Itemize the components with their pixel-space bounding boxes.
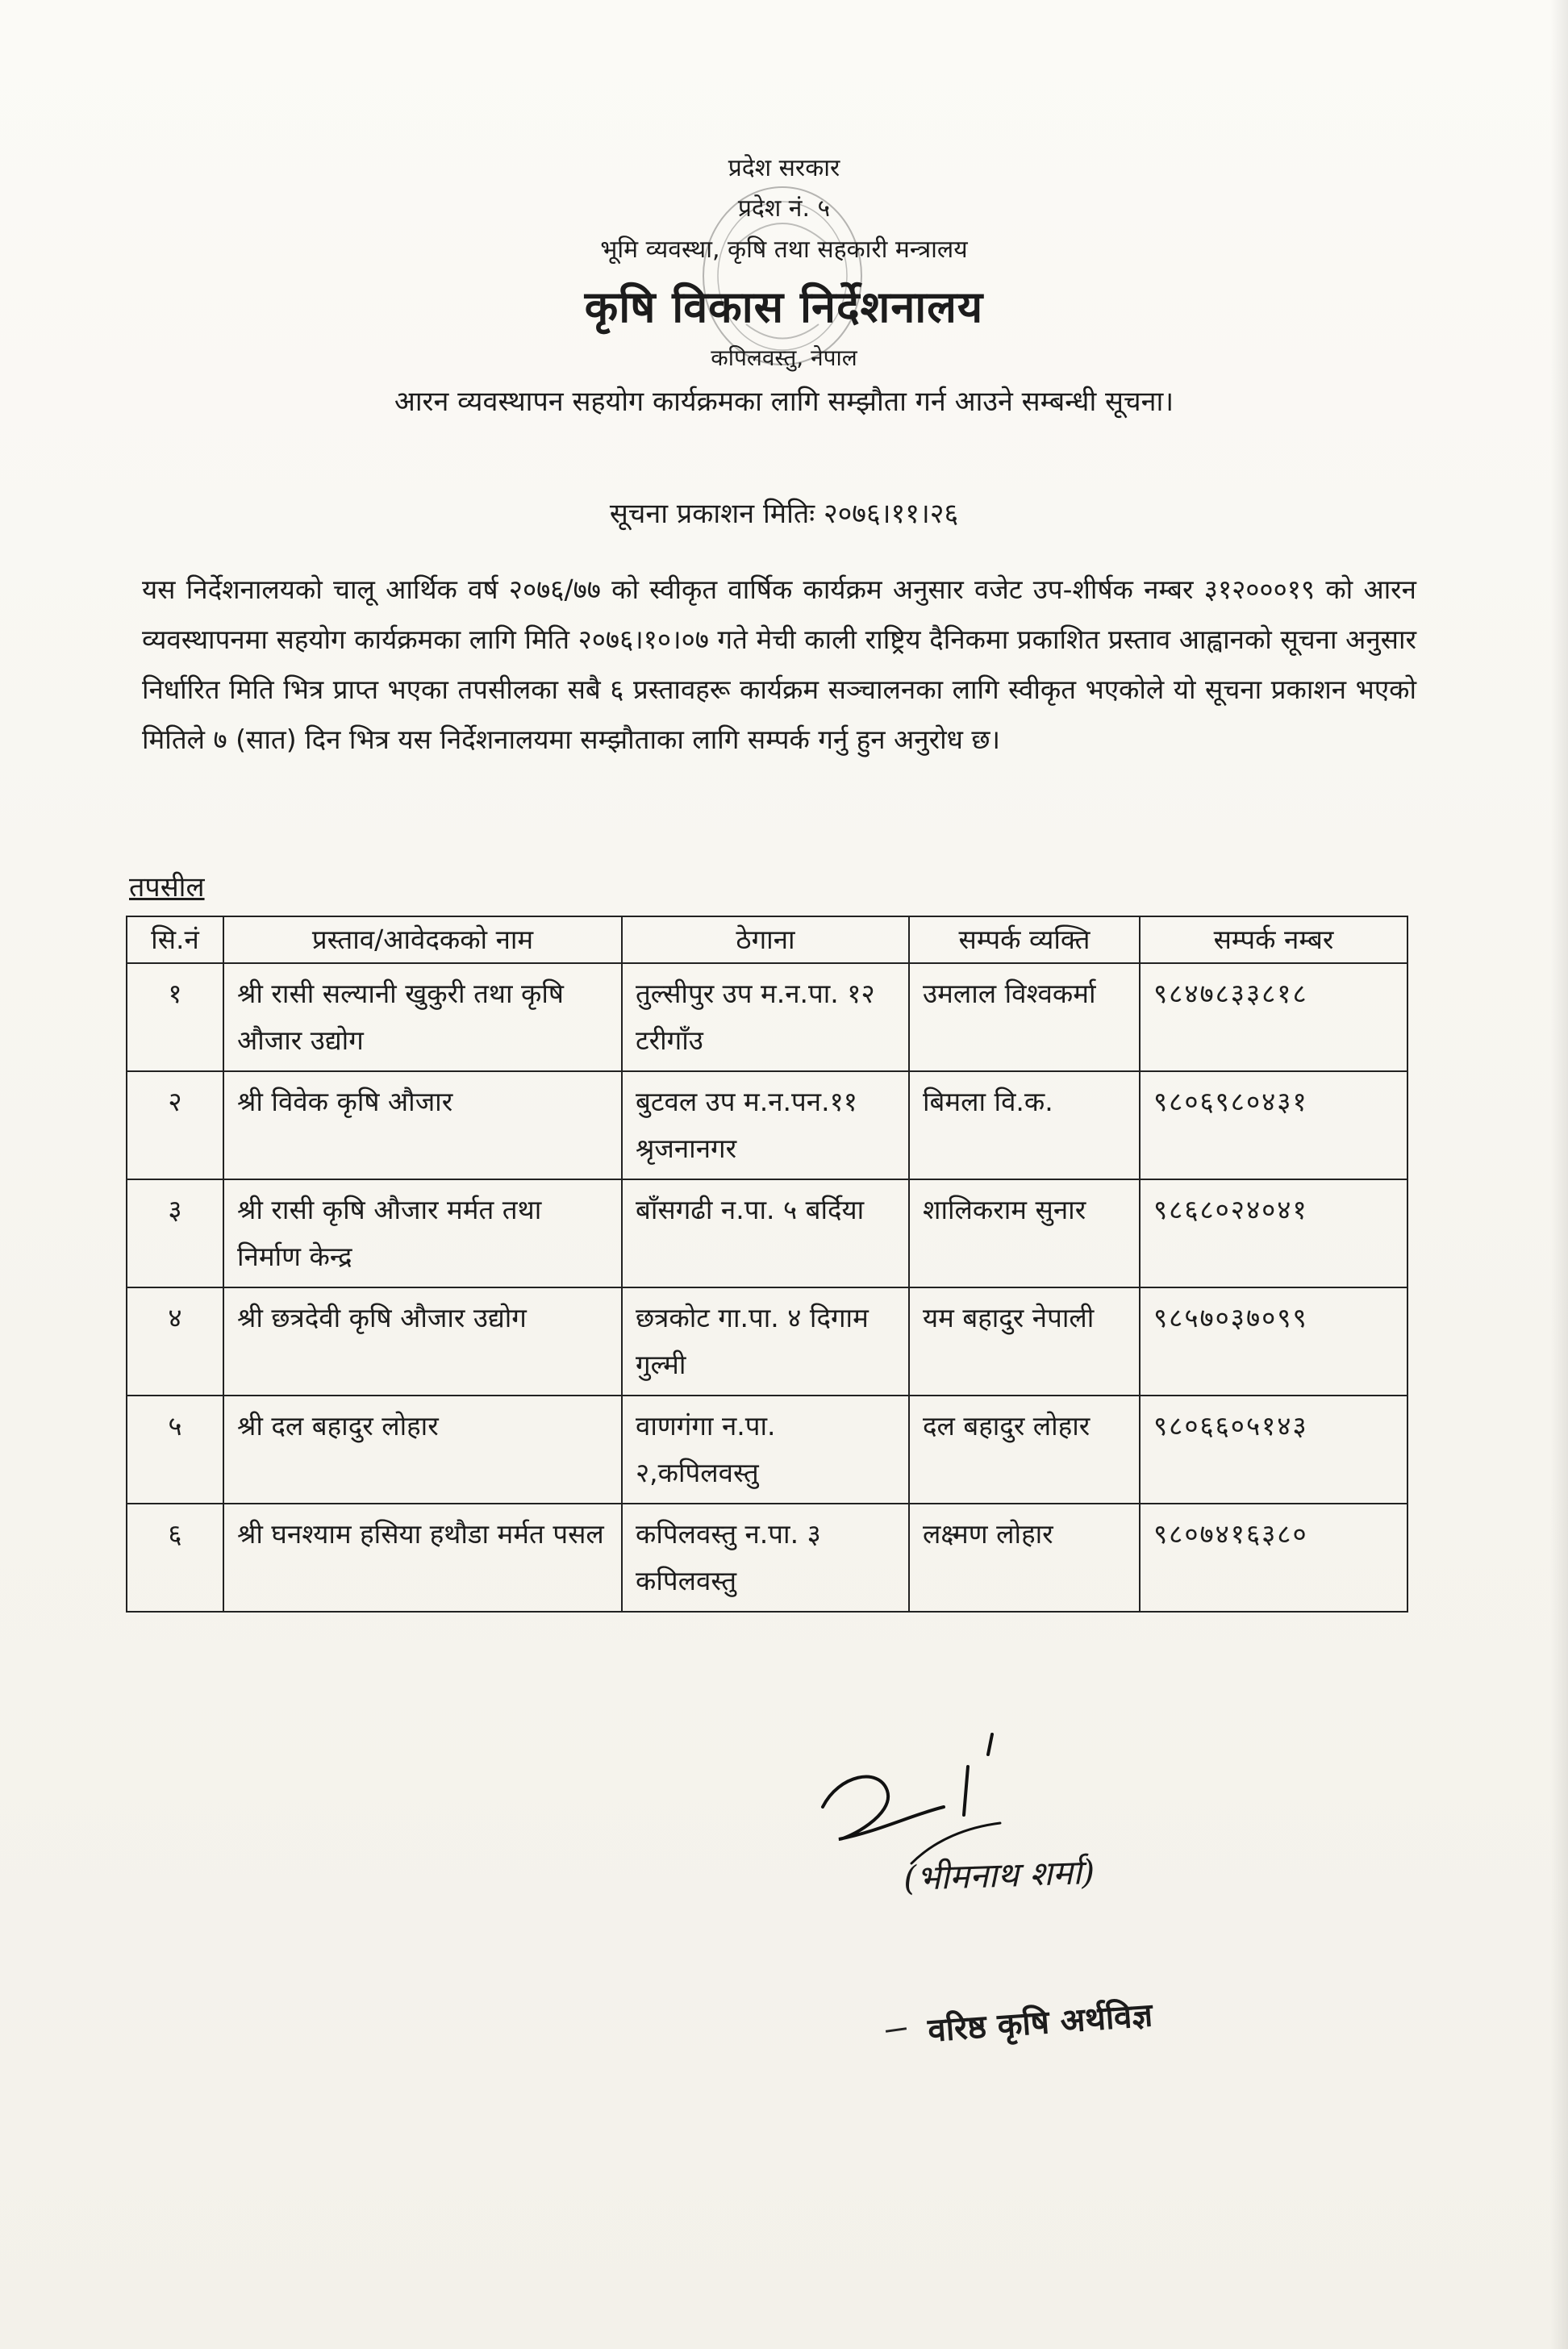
signatory-designation: वरिष्ठ कृषि अर्थविज्ञ <box>926 1996 1154 2050</box>
cell-phone: ९८०६६०५१४३ <box>1140 1396 1407 1504</box>
cell-sn: १ <box>127 963 223 1071</box>
letterhead <box>0 153 1568 419</box>
cell-contact: लक्ष्मण लोहार <box>909 1504 1140 1612</box>
cell-contact: उमलाल विश्वकर्मा <box>909 963 1140 1071</box>
office-name: कृषि विकास निर्देशनालय <box>584 281 984 332</box>
col-header-name: प्रस्ताव/आवेदकको नाम <box>223 916 622 963</box>
cell-sn: ४ <box>127 1287 223 1396</box>
cell-phone: ९८६८०२४०४१ <box>1140 1179 1407 1287</box>
col-header-phone: सम्पर्क नम्बर <box>1140 916 1407 963</box>
cell-name: श्री विवेक कृषि औजार <box>223 1071 622 1179</box>
cell-phone: ९८५७०३७०९९ <box>1140 1287 1407 1396</box>
cell-address: वाणगंगा न.पा. २,कपिलवस्तु <box>622 1396 909 1504</box>
cell-address: कपिलवस्तु न.पा. ३ कपिलवस्तु <box>622 1504 909 1612</box>
cell-contact: बिमला वि.क. <box>909 1071 1140 1179</box>
ministry-line: भूमि व्यवस्था, कृषि तथा सहकारी मन्त्रालय <box>600 236 968 264</box>
table-row <box>127 963 1407 1071</box>
cell-contact: दल बहादुर लोहार <box>909 1396 1140 1504</box>
cell-name: श्री दल बहादुर लोहार <box>223 1396 622 1504</box>
cell-address: बुटवल उप म.न.पन.११ श्रृजनानगर <box>622 1071 909 1179</box>
cell-address: छत्रकोट गा.पा. ४ दिगाम गुल्मी <box>622 1287 909 1396</box>
table-row <box>127 1396 1407 1504</box>
notice-subject: आरन व्यवस्थापन सहयोग कार्यक्रमका लागि सम्झौता गर्न आउने सम्बन्धी सूचना। <box>394 386 1174 418</box>
cell-name: श्री रासी कृषि औजार मर्मत तथा निर्माण केन्द्र <box>223 1179 622 1287</box>
table-row <box>127 1504 1407 1612</box>
cell-sn: ६ <box>127 1504 223 1612</box>
cell-phone: ९८०६९८०४३१ <box>1140 1071 1407 1179</box>
col-header-contact: सम्पर्क व्यक्ति <box>909 916 1140 963</box>
cell-phone: ९८४७८३३८१८ <box>1140 963 1407 1071</box>
details-heading: तपसील <box>129 871 205 903</box>
government-line: प्रदेश सरकार <box>728 154 840 182</box>
table-header-row <box>127 916 1407 963</box>
col-header-sn: सि.नं <box>127 916 223 963</box>
signatory-name: (भीमनाथ शर्मा) <box>903 1851 1096 1899</box>
province-line: प्रदेश नं. ५ <box>737 194 831 223</box>
table-row <box>127 1071 1407 1179</box>
cell-address: बाँसगढी न.पा. ५ बर्दिया <box>622 1179 909 1287</box>
cell-phone: ९८०७४१६३८० <box>1140 1504 1407 1612</box>
table-row <box>127 1179 1407 1287</box>
cell-name: श्री रासी सल्यानी खुकुरी तथा कृषि औजार उद्योग <box>223 963 622 1071</box>
cell-name: श्री घनश्याम हसिया हथौडा मर्मत पसल <box>223 1504 622 1612</box>
col-header-address: ठेगाना <box>622 916 909 963</box>
cell-name: श्री छत्रदेवी कृषि औजार उद्योग <box>223 1287 622 1396</box>
cell-address: तुल्सीपुर उप म.न.पा. १२ टरीगाँउ <box>622 963 909 1071</box>
cell-contact: यम बहादुर नेपाली <box>909 1287 1140 1396</box>
cell-contact: शालिकराम सुनार <box>909 1179 1140 1287</box>
designation-dash <box>886 2027 907 2033</box>
applicant-table <box>126 916 1408 1613</box>
table-row <box>127 1287 1407 1396</box>
cell-sn: २ <box>127 1071 223 1179</box>
notice-body: यस निर्देशनालयको चालू आर्थिक वर्ष २०७६/७७ को स्वीकृत वार्षिक कार्यक्रम अनुसार वजेट उप-शीर्षक नम्बर ३१२०००१९ को आरन व्यवस्थापनमा सहयोग कार्यक्रमका लागि मिति २०७६।१०।०७ गते मेची काली राष्ट्रिय दैनिकमा प्रकाशित प्रस्ताव आह्वानको सूचना अनुसार निर्धारित मिति भित्र प्राप्त भएका तपसीलका सबै ६ प्रस्तावहरू कार्यक्रम सञ्चालनका लागि स्वीकृत भएकोले यो सूचना प्रकाशन भएको मितिले ७ (सात) दिन भित्र यस निर्देशनालयमा सम्झौताका लागि सम्पर्क गर्नु हुन अनुरोध छ। <box>142 574 1416 755</box>
publication-date: सूचना प्रकाशन मितिः २०७६।११।२६ <box>609 498 959 530</box>
office-location: कपिलवस्तु, नेपाल <box>711 344 857 371</box>
cell-sn: ५ <box>127 1396 223 1504</box>
cell-sn: ३ <box>127 1179 223 1287</box>
